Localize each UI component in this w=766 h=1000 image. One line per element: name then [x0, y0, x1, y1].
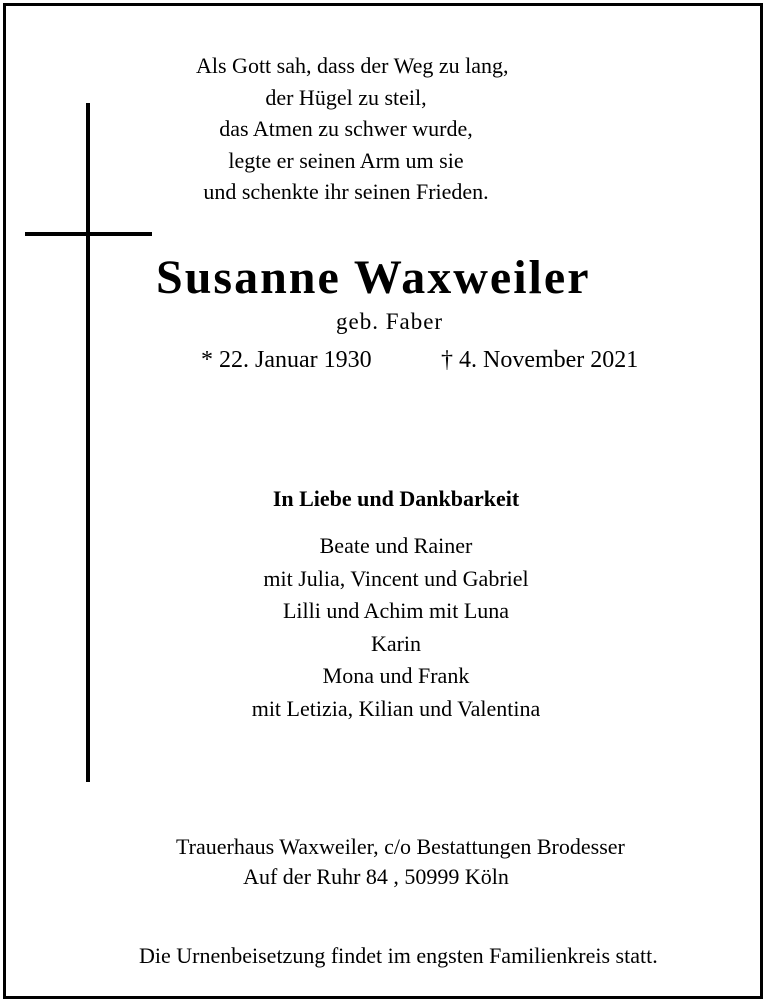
address-line: Auf der Ruhr 84 , 50999 Köln [243, 864, 509, 889]
poem-line: und schenkte ihr seinen Frieden. [203, 179, 489, 204]
poem-line: legte er seinen Arm um sie [228, 147, 464, 173]
mourners-heading: In Liebe und Dankbarkeit [272, 486, 520, 511]
mourner-line: Lilli und Achim mit Luna [282, 598, 510, 623]
deceased-name: Susanne Waxweiler [156, 251, 591, 304]
obituary-frame [3, 3, 763, 999]
life-dates [201, 343, 681, 377]
maiden-name: geb. Faber [336, 309, 444, 334]
mourning-address [176, 832, 625, 892]
mourner-line: Beate und Rainer [319, 533, 473, 558]
mourner-line: Mona und Frank [322, 663, 470, 688]
birth-date: * 22. Januar 1930 [201, 347, 372, 373]
mourners-block [226, 482, 566, 725]
poem-line: Als Gott sah, dass der Weg zu lang, [196, 53, 509, 78]
death-date: † 4. November 2021 [441, 347, 639, 373]
mourner-line: Karin [370, 630, 422, 656]
poem [196, 50, 509, 208]
burial-note: Die Urnenbeisetzung findet im engsten Familienkreis statt. [139, 943, 658, 968]
mourner-line: mit Letizia, Kilian und Valentina [251, 695, 541, 721]
poem-line: der Hügel zu steil, [265, 84, 427, 110]
address-line: Trauerhaus Waxweiler, c/o Bestattungen Brodesser [176, 834, 625, 859]
cross-icon-crossbar [25, 232, 152, 236]
mourner-line: mit Julia, Vincent und Gabriel [263, 565, 529, 591]
poem-line: das Atmen zu schwer wurde, [219, 116, 473, 141]
cross-icon [86, 103, 90, 782]
